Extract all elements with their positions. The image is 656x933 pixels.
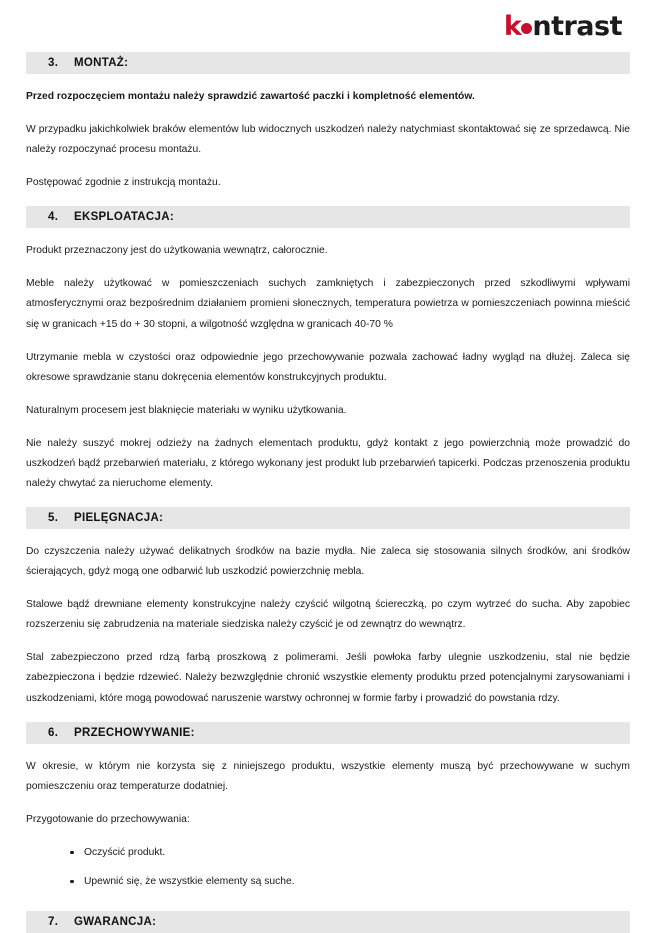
brand-logo [26, 0, 630, 52]
list-item: Upewnić się, że wszystkie elementy są suche. [84, 872, 630, 892]
paragraph: Nie należy suszyć mokrej odzieży na żadnych elementach produktu, gdyż kontakt z jego powierzchnią może prowadzić do uszkodzeń bądź przebarwień materiału, z którego wykonany jest produkt lub przebarwień tapicerki. Podczas przenoszenia produktu należy chwytać za nieruchome elementy. [26, 437, 630, 490]
section-heading-pielegnacja [26, 507, 630, 529]
paragraph: Utrzymanie mebla w czystości oraz odpowiednie jego przechowywanie pozwala zachować ładny wygląd na dłużej. Zaleca się okresowe sprawdzanie stanu dokręcenia elementów konstrukcyjnych produktu. [26, 351, 630, 383]
section-heading-gwarancja [26, 911, 630, 933]
section-number: 7. [48, 916, 59, 929]
section-number: 4. [48, 211, 59, 224]
paragraph: Meble należy użytkować w pomieszczeniach suchych zamkniętych i zabezpieczonych przed szkodliwymi wpływami atmosferycznymi oraz bezpośrednim działaniem promieni słonecznych, temperatura powietrza w pomieszczeniach powinna mieścić się w granicach +15 do + 30 stopni, a wilgotność względna w granicach 40-70 % [26, 278, 630, 330]
section-heading-eksploatacja [26, 206, 630, 228]
storage-checklist [26, 843, 630, 892]
section-heading-montaz [26, 52, 630, 74]
section-number: 3. [48, 57, 59, 69]
paragraph: Produkt przeznaczony jest do użytkowania wewnątrz, całorocznie. [26, 245, 328, 257]
section-number: 6. [48, 726, 59, 739]
section-title: GWARANCJA: [74, 916, 157, 929]
paragraph: Stalowe bądź drewniane elementy konstrukcyjne należy czyścić wilgotną ściereczką, po czym wytrzeć do sucha. Aby zapobiec rozszerzeniu się zabrudzenia na materiale siedziska należy czyścić je od zewnątrz do wewnątrz. [26, 599, 630, 631]
section-title: MONTAŻ: [74, 57, 129, 69]
paragraph: Naturalnym procesem jest blaknięcie materiału w wyniku użytkowania. [26, 404, 347, 416]
logo-suffix: ntrast [532, 10, 622, 42]
section-title: EKSPLOATACJA: [74, 211, 174, 224]
section-title: PRZECHOWYWANIE: [74, 726, 195, 739]
paragraph: Przygotowanie do przechowywania: [26, 813, 190, 825]
paragraph: Do czyszczenia należy używać delikatnych środków na bazie mydła. Nie zaleca się stosowania silnych środków, ani środków ścierających, gdyż mogą one odbarwić lub uszkodzić powierzchnię mebla. [26, 546, 630, 578]
list-item: Oczyścić produkt. [84, 843, 630, 863]
section-number: 5. [48, 512, 59, 525]
paragraph: W przypadku jakichkolwiek braków elementów lub widocznych uszkodzeń należy natychmiast skontaktować się ze sprzedawcą. Nie należy rozpoczynać procesu montażu. [26, 124, 630, 156]
paragraph: Stal zabezpieczono przed rdzą farbą proszkową z polimerami. Jeśli powłoka farby ulegnie uszkodzeniu, stal nie będzie zabezpieczona i będzie rdzewieć. Należy bezwzględnie chronić wszystkie elementy produktu przed potencjalnymi zarysowaniami i uszkodzeniami, które mogą powodować naruszenie warstwy ochronnej w formie farby i prowadzić do powstania rdzy. [26, 652, 630, 704]
section-heading-przechowywanie [26, 722, 630, 744]
logo-prefix: k [503, 10, 522, 42]
paragraph: Postępować zgodnie z instrukcją montażu. [26, 177, 221, 189]
paragraph: Przed rozpoczęciem montażu należy sprawdzić zawartość paczki i kompletność elementów. [26, 91, 475, 102]
logo-text [503, 10, 622, 42]
red-dot-icon [521, 23, 532, 34]
section-title: PIELĘGNACJA: [74, 512, 164, 525]
paragraph: W okresie, w którym nie korzysta się z niniejszego produktu, wszystkie elementy muszą być przechowywane w suchym pomieszczeniu oraz temperaturze dodatniej. [26, 760, 630, 792]
